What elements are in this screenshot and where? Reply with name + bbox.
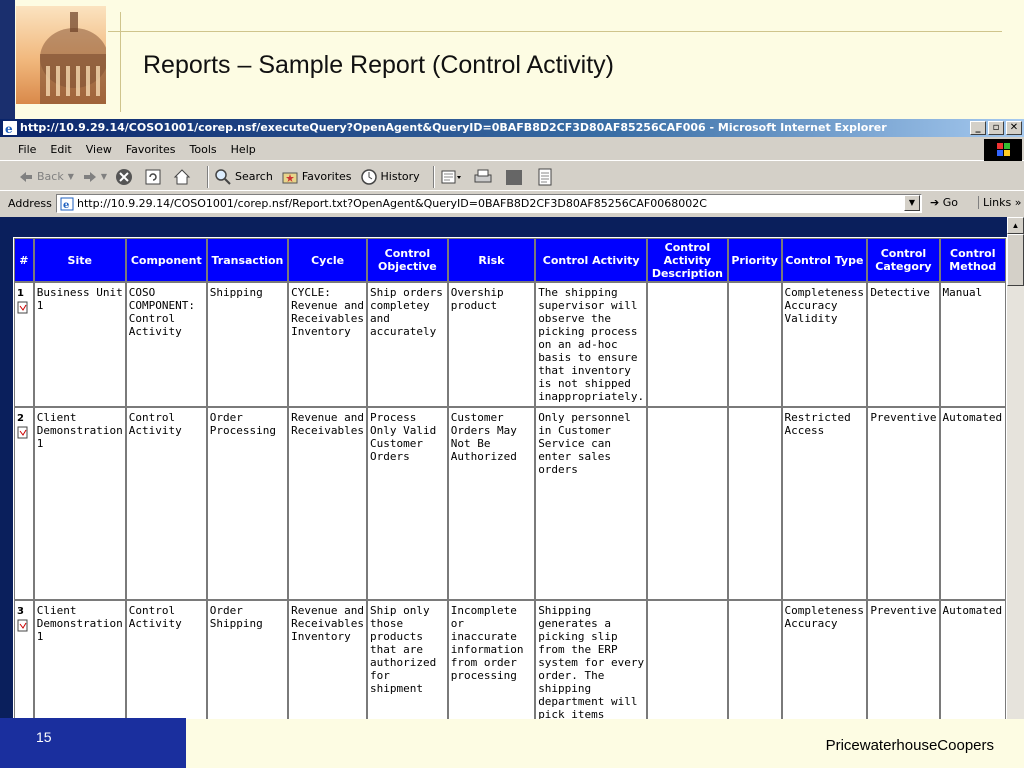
transaction-cell: Order Processing (208, 408, 287, 599)
address-dropdown-button[interactable]: ▼ (904, 195, 920, 211)
page-icon (60, 197, 74, 211)
toolbar-separator (433, 166, 435, 188)
objective-cell: Ship orders completey and accurately (368, 283, 447, 406)
title-divider-horizontal (108, 31, 1002, 32)
history-clock-icon (360, 168, 378, 186)
search-icon (214, 168, 232, 186)
svg-text:e: e (5, 122, 13, 135)
links-label: Links (983, 196, 1012, 209)
risk-cell: Customer Orders May Not Be Authorized (449, 408, 534, 599)
address-bar (0, 193, 1024, 215)
row-number-cell[interactable] (15, 408, 33, 599)
toolbar-separator (207, 166, 209, 188)
ie-logo-icon (3, 121, 17, 135)
type-cell: Completeness Accuracy Validity (783, 283, 867, 406)
forward-arrow-icon (82, 169, 98, 185)
windows-logo-icon (984, 139, 1022, 161)
document-link-icon[interactable] (17, 426, 29, 439)
vertical-scrollbar[interactable] (1007, 217, 1024, 719)
table-header-row (15, 239, 1005, 281)
history-label: History (380, 170, 420, 183)
brand-name: PricewaterhouseCoopers (825, 737, 994, 754)
row-number: 2 (17, 413, 24, 424)
edit-page-icon (504, 168, 524, 186)
window-title: http://10.9.29.14/COSO1001/corep.nsf/executeQuery?OpenAgent&QueryID=0BAFB8D2CF3D80AF85256CAF006 - Microsoft Internet Explorer (20, 121, 887, 134)
scroll-thumb[interactable] (1007, 234, 1024, 286)
column-header[interactable]: Risk (449, 239, 534, 281)
discuss-button[interactable] (535, 168, 558, 186)
refresh-icon (144, 168, 162, 186)
activity-cell: Only personnel in Customer Service can enter sales orders (536, 408, 646, 599)
objective-cell: Process Only Valid Customer Orders (368, 408, 447, 599)
go-arrow-icon: ➔ (930, 196, 940, 209)
column-header[interactable]: Site (35, 239, 125, 281)
menu-edit[interactable]: Edit (50, 143, 72, 156)
table-row (15, 408, 1005, 599)
objective-cell: Ship only those products that are authorized for shipment (368, 601, 447, 719)
forward-button[interactable]: ▼ (82, 169, 107, 185)
column-header[interactable]: Control Objective (368, 239, 447, 281)
menu-file[interactable]: File (18, 143, 37, 156)
component-cell: COSO COMPONENT: Control Activity (127, 283, 206, 406)
page-number: 15 (36, 729, 52, 745)
favorites-folder-icon (281, 168, 299, 186)
minimize-button[interactable]: _ (970, 121, 986, 135)
column-header[interactable]: Control Category (868, 239, 938, 281)
component-cell: Control Activity (127, 601, 206, 719)
favorites-label: Favorites (301, 170, 352, 183)
window-titlebar (0, 119, 1024, 137)
column-header[interactable]: Control Activity Description (648, 239, 726, 281)
mail-button[interactable] (440, 168, 465, 186)
menu-help[interactable]: Help (230, 143, 256, 156)
report-table (13, 237, 1007, 719)
back-arrow-icon (18, 169, 34, 185)
document-link-icon[interactable] (17, 301, 29, 314)
links-button[interactable] (978, 196, 1022, 209)
scroll-up-icon[interactable]: ▲ (1007, 217, 1024, 234)
address-url: http://10.9.29.14/COSO1001/corep.nsf/Report.txt?OpenAgent&QueryID=0BAFB8D2CF3D80AF85256CAF0068002C (77, 197, 707, 210)
cycle-cell: CYCLE: Revenue and Receivables Inventory (289, 283, 366, 406)
method-cell: Automated (941, 601, 1005, 719)
column-header[interactable]: Transaction (208, 239, 287, 281)
column-header[interactable]: Priority (729, 239, 781, 281)
search-label: Search (235, 170, 273, 183)
close-button[interactable]: ✕ (1006, 121, 1022, 135)
address-input[interactable] (56, 194, 922, 213)
transaction-cell: Shipping (208, 283, 287, 406)
description-cell (648, 283, 726, 406)
favorites-button[interactable] (281, 168, 352, 186)
priority-cell (729, 601, 781, 719)
back-button[interactable]: Back ▼ (18, 169, 74, 185)
menu-favorites[interactable]: Favorites (125, 143, 176, 156)
cycle-cell: Revenue and Receivables (289, 408, 366, 599)
site-cell: Client Demonstration 1 (35, 601, 125, 719)
description-cell (648, 601, 726, 719)
mail-icon (440, 168, 462, 186)
table-row (15, 601, 1005, 719)
activity-cell: Shipping generates a picking slip from the ERP system for every order. The shipping department will pick items (536, 601, 646, 719)
column-header[interactable]: # (15, 239, 33, 281)
site-cell: Business Unit 1 (35, 283, 125, 406)
row-number: 3 (17, 606, 24, 617)
transaction-cell: Order Shipping (208, 601, 287, 719)
menu-view[interactable]: View (85, 143, 112, 156)
slide-title: Reports – Sample Report (Control Activity) (143, 51, 615, 79)
chevron-right-icon: » (1014, 196, 1022, 209)
priority-cell (729, 408, 781, 599)
stop-button[interactable] (115, 168, 136, 186)
activity-cell: The shipping supervisor will observe the picking process on an ad-hoc basis to ensure that inventory is not shipped inappropriately. (536, 283, 646, 406)
refresh-button[interactable] (144, 168, 165, 186)
type-cell: Completeness Accuracy (783, 601, 867, 719)
method-cell: Automated (941, 408, 1005, 599)
table-row (15, 283, 1005, 406)
risk-cell: Overship product (449, 283, 534, 406)
browser-window (0, 119, 1024, 719)
site-cell: Client Demonstration 1 (35, 408, 125, 599)
category-cell: Preventive (868, 408, 938, 599)
category-cell: Detective (868, 283, 938, 406)
title-divider-vertical (120, 12, 121, 112)
column-header[interactable]: Control Type (783, 239, 867, 281)
menu-bar (0, 139, 1024, 161)
edit-button[interactable] (504, 168, 527, 186)
go-label: Go (942, 196, 958, 209)
column-header[interactable]: Control Method (941, 239, 1005, 281)
component-cell: Control Activity (127, 408, 206, 599)
stop-icon (115, 168, 133, 186)
footer-box (0, 718, 186, 768)
description-cell (648, 408, 726, 599)
menu-tools[interactable]: Tools (189, 143, 217, 156)
back-label: Back (37, 170, 64, 183)
restore-button[interactable]: ▫ (988, 121, 1004, 135)
home-icon (173, 168, 191, 186)
standard-toolbar (0, 163, 1024, 191)
column-header[interactable]: Cycle (289, 239, 366, 281)
capitol-dome-image (16, 6, 106, 104)
category-cell: Preventive (868, 601, 938, 719)
printer-icon (473, 168, 493, 186)
history-button[interactable] (360, 168, 420, 186)
column-header[interactable]: Control Activity (536, 239, 646, 281)
home-button[interactable] (173, 168, 194, 186)
risk-cell: Incomplete or inaccurate information from order processing (449, 601, 534, 719)
address-label: Address (8, 197, 52, 210)
type-cell: Restricted Access (783, 408, 867, 599)
cycle-cell: Revenue and Receivables Inventory (289, 601, 366, 719)
page-content (0, 217, 1007, 719)
method-cell: Manual (941, 283, 1005, 406)
go-button[interactable] (930, 196, 958, 209)
column-header[interactable]: Component (127, 239, 206, 281)
svg-text:e: e (63, 200, 70, 211)
document-link-icon[interactable] (17, 619, 29, 632)
search-button[interactable] (214, 168, 273, 186)
priority-cell (729, 283, 781, 406)
print-button[interactable] (473, 168, 496, 186)
discuss-icon (535, 168, 555, 186)
row-number-cell[interactable] (15, 283, 33, 406)
row-number-cell[interactable] (15, 601, 33, 719)
row-number: 1 (17, 288, 24, 299)
